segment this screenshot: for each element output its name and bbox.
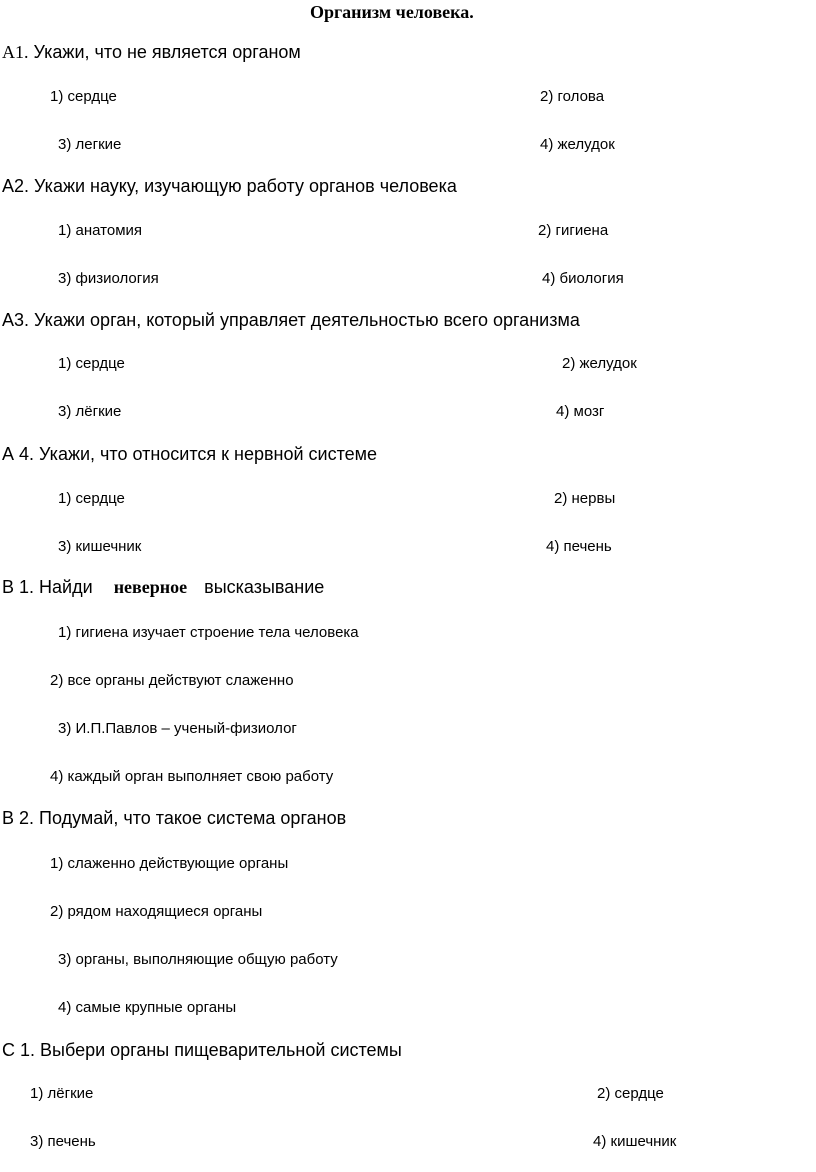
- option: 1) слаженно действующие органы: [50, 855, 289, 872]
- question-text-emphasis: неверное: [113, 577, 188, 597]
- page-title: Организм человека.: [310, 2, 474, 22]
- option: 2) рядом находящиеся органы: [50, 903, 263, 920]
- question-text: Укажи, что относится к нервной системе: [39, 444, 378, 464]
- option: 3) печень: [30, 1133, 96, 1150]
- question-b1: [2, 577, 324, 598]
- option: 4) желудок: [540, 136, 615, 153]
- question-c1: [2, 1040, 402, 1061]
- question-label: А3.: [2, 310, 30, 330]
- question-text: Укажи орган, который управляет деятельностью всего организма: [34, 310, 580, 330]
- option: 3) кишечник: [58, 538, 142, 555]
- option: 2) гигиена: [538, 222, 609, 239]
- option: 4) биология: [542, 270, 624, 287]
- option: 2) желудок: [562, 355, 637, 372]
- option: 1) гигиена изучает строение тела человека: [58, 624, 359, 641]
- option: 1) сердце: [58, 490, 125, 507]
- question-text: Найди: [39, 577, 93, 597]
- option: 3) органы, выполняющие общую работу: [58, 951, 338, 968]
- question-label: В 2.: [2, 808, 35, 828]
- option: 3) И.П.Павлов – ученый-физиолог: [58, 720, 297, 737]
- question-a4: [2, 444, 377, 465]
- question-text: Выбери органы пищеварительной системы: [40, 1040, 402, 1060]
- option: 3) легкие: [58, 136, 122, 153]
- option: 1) анатомия: [58, 222, 143, 239]
- question-a2: [2, 176, 457, 197]
- question-label: А1.: [2, 42, 29, 62]
- option: 3) физиология: [58, 270, 159, 287]
- question-label: В 1.: [2, 577, 35, 597]
- question-label: А2.: [2, 176, 30, 196]
- option: 4) кишечник: [593, 1133, 677, 1150]
- question-text: высказывание: [204, 577, 325, 597]
- question-text: Укажи науку, изучающую работу органов человека: [34, 176, 457, 196]
- option: 4) печень: [546, 538, 612, 555]
- option: 4) мозг: [556, 403, 605, 420]
- option: 1) лёгкие: [30, 1085, 94, 1102]
- option: 3) лёгкие: [58, 403, 122, 420]
- option: 4) самые крупные органы: [58, 999, 237, 1016]
- question-text: Укажи, что не является органом: [33, 42, 301, 62]
- question-b2: [2, 808, 346, 829]
- question-label: С 1.: [2, 1040, 36, 1060]
- question-a3: [2, 310, 580, 331]
- question-label: А 4.: [2, 444, 35, 464]
- option: 1) сердце: [50, 88, 117, 105]
- question-text: Подумай, что такое система органов: [39, 808, 347, 828]
- option: 2) голова: [540, 88, 605, 105]
- option: 4) каждый орган выполняет свою работу: [50, 768, 334, 785]
- option: 1) сердце: [58, 355, 125, 372]
- option: 2) сердце: [597, 1085, 664, 1102]
- option: 2) все органы действуют слаженно: [50, 672, 294, 689]
- question-a1: [2, 42, 301, 63]
- option: 2) нервы: [554, 490, 616, 507]
